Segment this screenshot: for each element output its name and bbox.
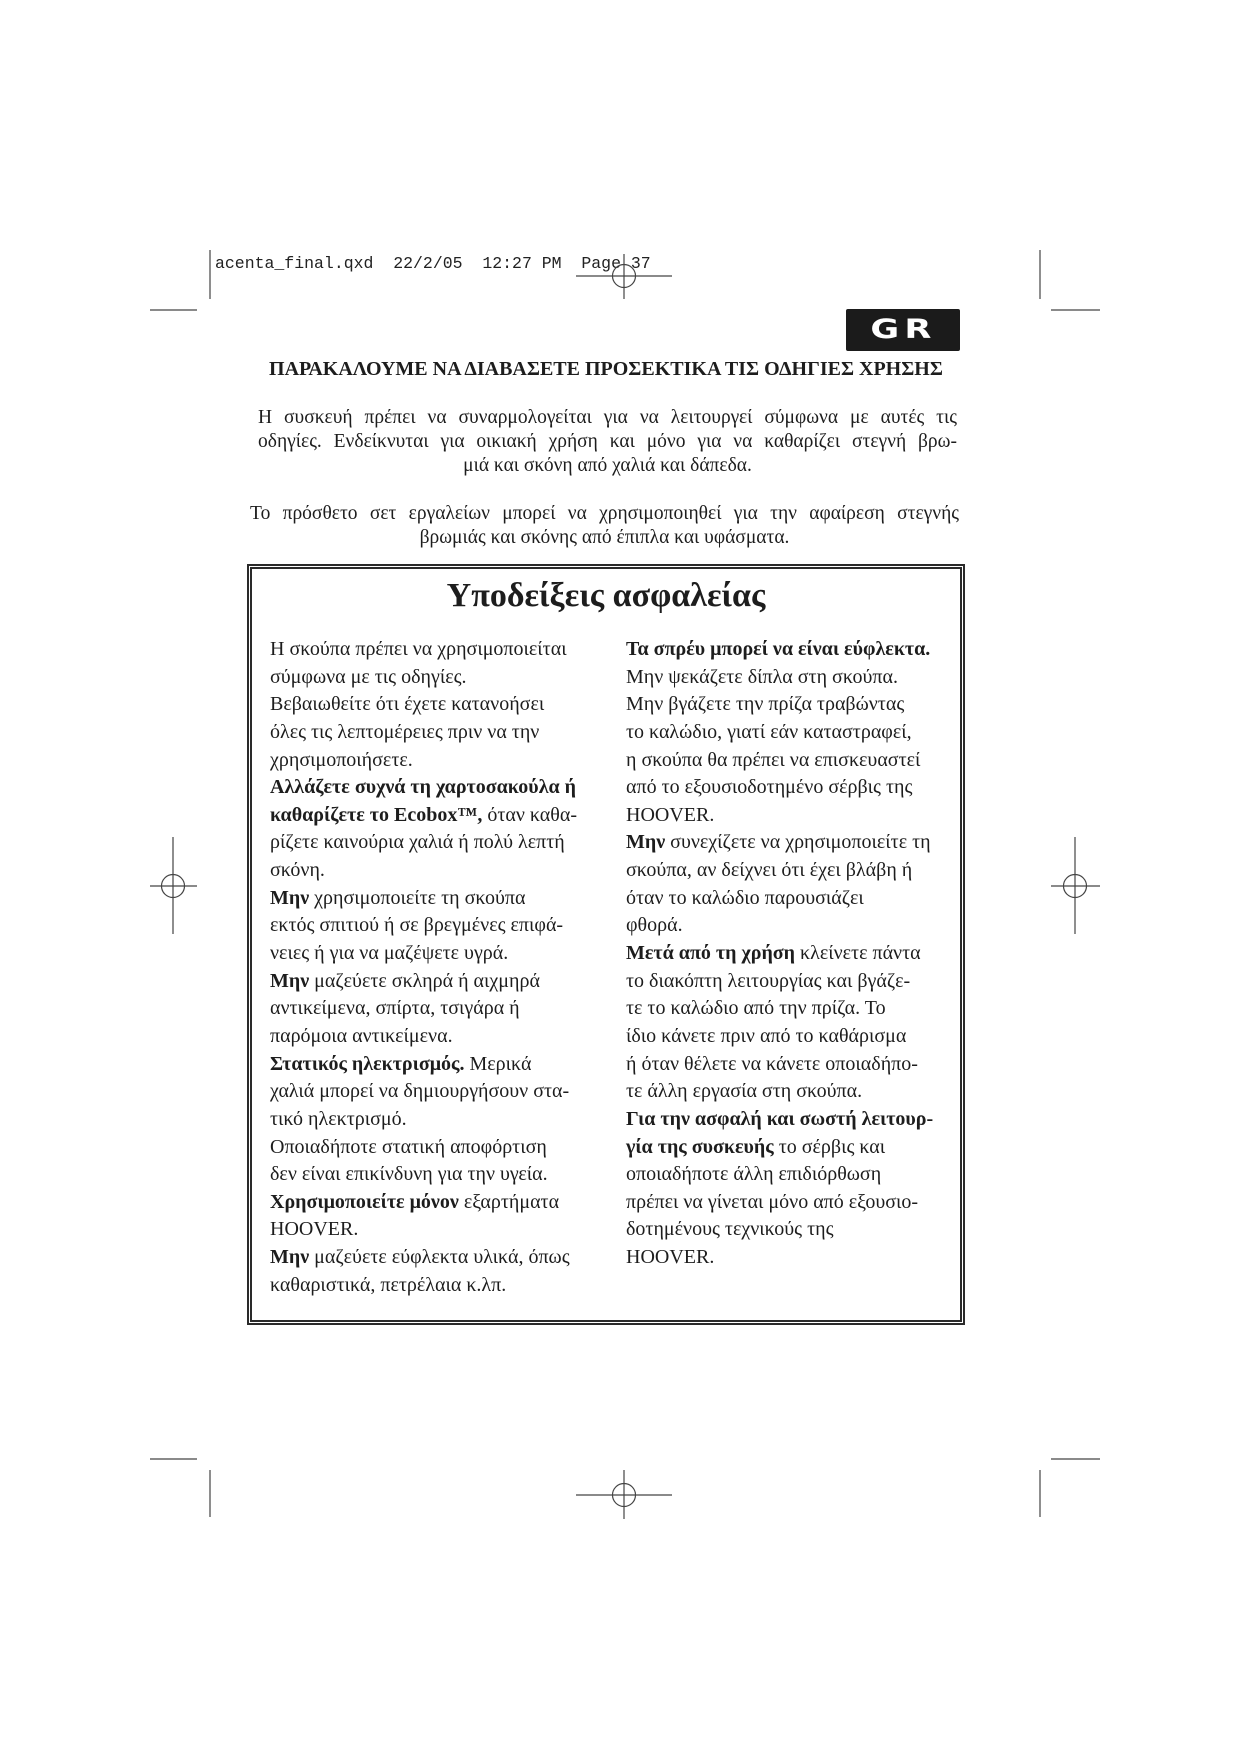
safety-line: καθαριστικά, πετρέλαια κ.λπ. — [270, 1273, 507, 1296]
safety-line: Οποιαδήποτε στατική αποφόρτιση — [270, 1135, 547, 1158]
emphasis-text: Αλλάζετε συχνά τη χαρτοσακούλα ή — [270, 776, 577, 799]
safety-line: τικό ηλεκτρισμό. — [270, 1107, 407, 1130]
line-text: Μερικά — [464, 1052, 532, 1075]
emphasis-text: Μην — [626, 831, 666, 854]
language-badge — [846, 309, 960, 351]
line-text: χρησιμοποιείτε τη σκούπα — [309, 886, 526, 909]
intro-paragraph-1 — [258, 406, 957, 478]
safety-line: σύμφωνα με τις οδηγίες. — [270, 665, 467, 688]
safety-line: όλες τις λεπτομέρειες πριν να την — [270, 720, 540, 743]
safety-line: παρόμοια αντικείμενα. — [270, 1024, 453, 1047]
safety-title: Υποδείξεις ασφαλείας — [446, 577, 766, 614]
safety-line: οποιαδήποτε άλλη επιδιόρθωση — [626, 1163, 882, 1186]
safety-line: δοτημένους τεχνικούς της — [626, 1218, 834, 1241]
safety-line: δεν είναι επικίνδυνη για την υγεία. — [270, 1163, 548, 1186]
safety-line — [626, 940, 960, 968]
intro-line: Η συσκευή πρέπει να συναρμολογείται για να λειτουργεί σύμφωνα με αυτές τις — [258, 407, 957, 428]
safety-line: εκτός σπιτιού ή σε βρεγμένες επιφά- — [270, 914, 564, 937]
safety-line — [270, 1244, 615, 1272]
line-text: εξαρτήματα — [458, 1190, 560, 1213]
line-text: συνεχίζετε να χρησιμοποιείτε τη — [665, 831, 931, 854]
safety-box — [247, 564, 965, 1325]
safety-line: το καλώδιο, γιατί εάν καταστραφεί, — [626, 720, 912, 743]
safety-line — [626, 1106, 960, 1134]
safety-line: ρίζετε καινούρια χαλιά ή πολύ λεπτή — [270, 831, 565, 854]
safety-line: HOOVER. — [626, 1246, 715, 1269]
safety-line — [270, 885, 615, 913]
emphasis-text: καθαρίζετε το Ecobox™, — [270, 803, 483, 826]
safety-line — [270, 1189, 615, 1217]
safety-line: Η σκούπα πρέπει να χρησιμοποιείται — [270, 638, 567, 660]
emphasis-text: Μην — [270, 969, 310, 992]
page-heading: ΠΑΡΑΚΑΛΟΥΜΕ ΝΑ ΔΙΑΒΑΣΕΤΕ ΠΡΟΣΕΚΤΙΚΑ ΤΙΣ ΟΔΗΓΙΕΣ ΧΡΗΣΗΣ — [269, 358, 943, 380]
line-text: το σέρβις και — [773, 1135, 886, 1158]
safety-line: το διακόπτη λειτουργίας και βγάζε- — [626, 969, 911, 992]
registration-mark-bottom-circle — [613, 1484, 636, 1507]
safety-line: αντικείμενα, σπίρτα, τσιγάρα ή — [270, 997, 520, 1020]
safety-line — [270, 774, 615, 802]
registration-mark-left-circle — [162, 875, 185, 898]
emphasis-text: Μην — [270, 1246, 310, 1269]
line-text: μαζεύετε σκληρά ή αιχμηρά — [309, 969, 540, 992]
intro-line: βρωμιάς και σκόνης από έπιπλα και υφάσματα. — [419, 527, 790, 548]
safety-line: HOOVER. — [626, 803, 715, 826]
safety-line: χρησιμοποιήσετε. — [270, 748, 413, 771]
print-slug: acenta_final.qxd 22/2/05 12:27 PM Page 37 — [215, 254, 651, 273]
safety-line: τε άλλη εργασία στη σκούπα. — [626, 1080, 863, 1103]
safety-line: χαλιά μπορεί να δημιουργήσουν στα- — [270, 1080, 570, 1103]
safety-line: ή όταν θέλετε να κάνετε οποιαδήπο- — [626, 1052, 918, 1075]
safety-line — [270, 1051, 615, 1079]
safety-line: Βεβαιωθείτε ότι έχετε κατανοήσει — [270, 693, 545, 716]
safety-line: ίδιο κάνετε πριν από το καθάρισμα — [626, 1024, 907, 1047]
safety-line: HOOVER. — [270, 1218, 359, 1241]
emphasis-text: Μετά από τη χρήση — [626, 942, 796, 965]
safety-line: η σκούπα θα πρέπει να επισκευαστεί — [626, 748, 921, 771]
safety-line: πρέπει να γίνεται μόνο από εξουσιο- — [626, 1190, 919, 1213]
safety-line: φθορά. — [626, 914, 683, 937]
intro-line: μιά και σκόνη από χαλιά και δάπεδα. — [463, 455, 752, 476]
intro-line: Το πρόσθετο σετ εργαλείων μπορεί να χρησιμοποιηθεί για την αφαίρεση στεγνής — [250, 503, 959, 524]
line-text: μαζεύετε εύφλεκτα υλικά, όπως — [309, 1246, 570, 1269]
safety-line — [270, 802, 615, 830]
emphasis-text: γία της συσκευής — [626, 1135, 774, 1158]
safety-right-column — [626, 636, 960, 1272]
safety-line: σκόνη. — [270, 859, 325, 882]
safety-line: Μην ψεκάζετε δίπλα στη σκούπα. — [626, 665, 898, 688]
safety-line — [626, 636, 960, 664]
emphasis-text: Τα σπρέυ μπορεί να είναι εύφλεκτα. — [626, 638, 931, 660]
safety-line: σκούπα, αν δείχνει ότι έχει βλάβη ή — [626, 859, 913, 882]
emphasis-text: Χρησιμοποιείτε μόνον — [270, 1190, 459, 1213]
safety-line — [270, 968, 615, 996]
emphasis-text: Μην — [270, 886, 310, 909]
safety-line: τε το καλώδιο από την πρίζα. Το — [626, 997, 886, 1020]
safety-line — [626, 829, 960, 857]
intro-paragraph-2 — [250, 502, 959, 550]
safety-left-column — [270, 636, 615, 1299]
line-text: όταν καθα- — [482, 803, 577, 826]
intro-line: οδηγίες. Ενδείκνυται για οικιακή χρήση και μόνο για να καθαρίζει στεγνή βρω- — [258, 431, 957, 452]
safety-line: από το εξουσιοδοτημένο σέρβις της — [626, 776, 913, 799]
emphasis-text: Για την ασφαλή και σωστή λειτουρ- — [626, 1107, 934, 1130]
emphasis-text: Στατικός ηλεκτρισμός. — [270, 1052, 465, 1075]
language-badge-label: GR — [869, 314, 937, 345]
line-text: κλείνετε πάντα — [795, 942, 921, 965]
safety-line: νειες ή για να μαζέψετε υγρά. — [270, 942, 509, 965]
safety-line: όταν το καλώδιο παρουσιάζει — [626, 886, 864, 909]
registration-mark-right-circle — [1064, 875, 1087, 898]
safety-line: Μην βγάζετε την πρίζα τραβώντας — [626, 693, 905, 716]
safety-line — [626, 1134, 960, 1162]
